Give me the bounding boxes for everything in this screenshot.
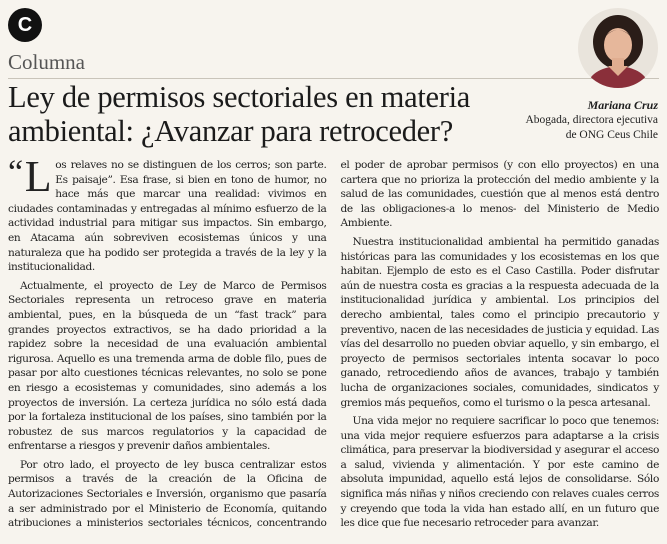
author-portrait-icon <box>578 8 658 88</box>
article-body <box>8 152 659 540</box>
author-photo <box>578 8 658 88</box>
column-badge: C <box>8 8 42 42</box>
drop-cap: L <box>24 152 52 201</box>
paragraph-1-text: os relaves no se distinguen de los cerros; son parte. Es paisaje”. Esa frase, si bien en tono de humor, no hace más que marcar una realidad: vivimos en ciudades contaminadas y entregadas al mínimo esfuerzo de la actividad industrial para mitigar sus impactos. Sin embargo, en Atacama aún sobreviven ecosistemas únicos y una naturaleza que ha podido ser protegida a través de la ley y la institucionalidad. <box>8 159 327 274</box>
header-divider <box>8 78 659 79</box>
author-name: Mariana Cruz <box>587 98 658 112</box>
headline: Ley de permisos sectoriales en materia ambiental: ¿Avanzar para retroceder? <box>8 80 471 148</box>
byline <box>508 98 658 143</box>
author-organization: de ONG Ceus Chile <box>565 129 658 141</box>
paragraph-2: Actualmente, el proyecto de Ley de Marco de Permisos Sectoriales representa un retroceso grave en materia ambiental, pues, en la búsqueda de un “fast track” para grandes proyectos extractivos, se ha dado prioridad a la rapidez sobre la necesidad de una evaluación ambiental rigurosa. Aquello es una tremenda arma de doble filo, pues de pasar por alto cuestiones técnicas relevantes, no solo se pone en riesgo a ecosistemas y comunidades, sino además a los proyectos de inversión. La certeza jurídica no sólo está dada por la fortaleza institucional de los países, sino también por la robustez de sus marcos regulatorios y la capacidad de enfrentarse a riesgos y prevenir daños ambientales. <box>8 279 327 453</box>
paragraph-3: Por otro lado, el proyecto de ley busca centralizar estos permisos a través de la creación de la Oficina de Autorizaciones Sectoriales e Inversión, organismo que pasaría a ser administrado por el Ministerio de Economía, quitando atribuciones a ministerios sectoriales técnicos, concentrando el poder de aprobar permisos (y con ello proyectos) en una cartera que no prioriza la protección del medio ambiente y la salud de las comunidades, cuestión que al menos está dentro de las obligaciones-a lo menos- del Ministerio de Medio Ambiente. <box>8 159 659 530</box>
paragraph-1 <box>8 152 327 275</box>
author-role: Abogada, directora ejecutiva <box>525 114 658 126</box>
section-label: Columna <box>8 50 85 74</box>
quote-mark: “ <box>8 154 23 191</box>
paragraph-5: Una vida mejor no requiere sacrificar lo poco que tenemos: una vida mejor requiere esfuerzos para adaptarse a la crisis climática, para preservar la biodiversidad y asegurar el acceso a salud, vivienda y alimentación. Y por este camino de absoluta impunidad, aquello está lejos de consolidarse. Sólo significa más niñas y niños creciendo con relaves cuales cerros y creyendo que toda la vida han estado allí, en un futuro que les dice que fue necesario retroceder para avanzar. <box>340 415 659 530</box>
paragraph-4: Nuestra institucionalidad ambiental ha permitido ganadas históricas para las comunidades y los ecosistemas en los que habitan. Ejemplo de esto es el Caso Castilla. Poder disfrutar aún de nuestra costa es gracias a la respuesta adecuada de la institucionalidad jurídica y ambiental. Los principios del derecho ambiental, tales como el principio precautorio y preventivo, nacen de las necesidades de justicia y equidad. Las vías del desarrollo no pueden obviar aquello, y sin embargo, el proyecto de permisos sectoriales intenta socavar lo poco ganado, retrocediendo años de avances, trabajo y también lucha de organizaciones sociales, comunidades, sindicatos y gremios más pequeños, como el turismo o la pesca artesanal. <box>340 235 659 409</box>
